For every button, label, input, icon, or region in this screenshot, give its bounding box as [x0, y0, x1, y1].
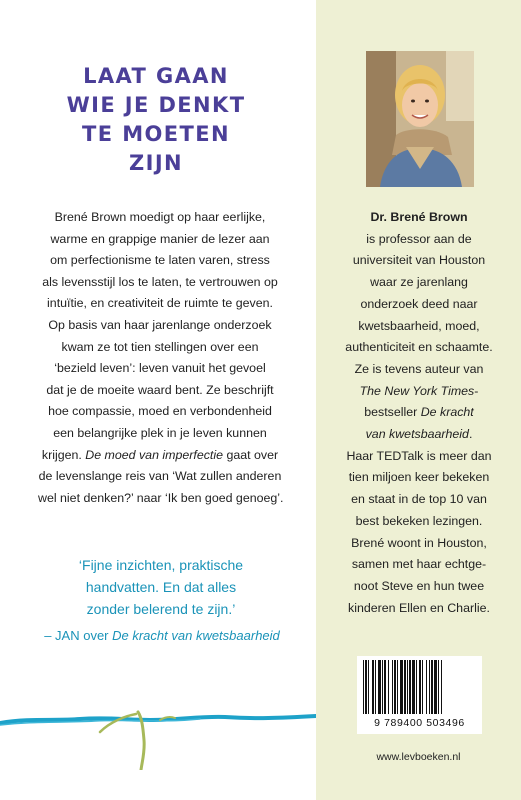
publisher-website: www.levboeken.nl	[376, 751, 461, 763]
author-photo	[366, 51, 474, 187]
book-blurb	[38, 207, 282, 509]
blurb-line: als levensstijl los te laten, te vertrouwen op	[42, 274, 278, 289]
headline-line-2: WIE JE DENKT	[66, 93, 246, 117]
headline-line-1: LAAT GAAN	[83, 64, 229, 88]
quote-attribution	[40, 627, 284, 645]
quote-line: ‘Fijne inzichten, praktische	[78, 557, 244, 573]
bio-line: Brené woont in Houston,	[351, 535, 487, 550]
book-title: van kwetsbaarheid	[365, 427, 469, 442]
bio-line: en staat in de top 10 van	[351, 492, 487, 507]
bio-line	[328, 402, 510, 424]
headline	[40, 62, 272, 178]
bio-line: Ze is tevens auteur van	[354, 361, 484, 376]
headline-line-3: TE MOETEN	[82, 122, 230, 146]
bio-line: Haar TEDTalk is meer dan	[346, 448, 492, 463]
bio-line: universiteit van Houston	[352, 253, 486, 268]
blurb-line: de levenslange reis van ‘Wat zullen anderen	[38, 469, 282, 484]
blurb-line: ‘bezield leven’: leven vanuit het gevoel	[54, 361, 266, 376]
blurb-line: intuïtie, en creativiteit de ruimte te geven.	[47, 296, 273, 311]
isbn-number: 9 789400 503496	[374, 717, 465, 729]
blurb-line: Brené Brown moedigt op haar eerlijke,	[54, 210, 266, 224]
blurb-line	[38, 445, 282, 467]
barcode-bars	[361, 660, 478, 714]
blurb-line: dat je de moeite waard bent. Ze beschrijft	[46, 382, 274, 397]
attribution-source: – JAN	[44, 628, 80, 643]
bio-line: kinderen Ellen en Charlie.	[348, 600, 490, 615]
blurb-line: Op basis van haar jarenlange onderzoek	[48, 317, 272, 332]
bio-text: bestseller	[364, 405, 421, 420]
author-name: Dr. Brené Brown	[370, 210, 468, 224]
attribution-book-title: De kracht van kwetsbaarheid	[112, 628, 280, 643]
blurb-line: een belangrijke plek in je leven kunnen	[53, 425, 267, 440]
bio-line: tien miljoen keer bekeken	[348, 470, 490, 485]
bio-line: kwetsbaarheid, moed,	[358, 318, 480, 333]
bio-line: best bekeken lezingen.	[355, 513, 483, 528]
bio-line: authenticiteit en schaamte.	[345, 340, 493, 355]
blurb-line: hoe compassie, moed en verbondenheid	[48, 404, 272, 419]
blurb-line: warme en grappige manier de lezer aan	[50, 231, 270, 246]
bio-line	[328, 381, 510, 403]
bio-line: samen met haar echtge-	[351, 557, 487, 572]
quote-line: handvatten. En dat alles	[85, 579, 237, 595]
review-quote	[56, 554, 266, 620]
blurb-line: om perfectionisme te laten varen, stress	[50, 253, 270, 268]
yarn-illustration	[0, 690, 316, 770]
bio-line: onderzoek deed naar	[360, 296, 478, 311]
headline-line-4: ZIJN	[128, 151, 184, 175]
bio-text: -	[474, 383, 479, 398]
book-title: De moed van imperfectie	[85, 447, 224, 462]
blurb-text: gaat over	[223, 447, 279, 462]
blurb-text: krijgen.	[41, 447, 86, 462]
book-title: De kracht	[420, 405, 474, 420]
bio-line: is professor aan de	[366, 231, 472, 246]
blurb-line: kwam ze tot tien stellingen over een	[61, 339, 259, 354]
quote-line: zonder belerend te zijn.’	[86, 601, 236, 617]
publication-title: The New York Times	[359, 383, 475, 398]
isbn-barcode	[357, 656, 482, 734]
bio-line	[328, 424, 510, 446]
bio-line: waar ze jarenlang	[370, 275, 468, 290]
author-bio	[328, 207, 510, 619]
bio-text: .	[468, 427, 473, 442]
blurb-line: wel niet denken?’ naar ‘Ik ben goed genoeg’.	[38, 490, 284, 505]
attribution-text: over	[79, 628, 113, 643]
bio-line: noot Steve en hun twee	[353, 578, 485, 593]
